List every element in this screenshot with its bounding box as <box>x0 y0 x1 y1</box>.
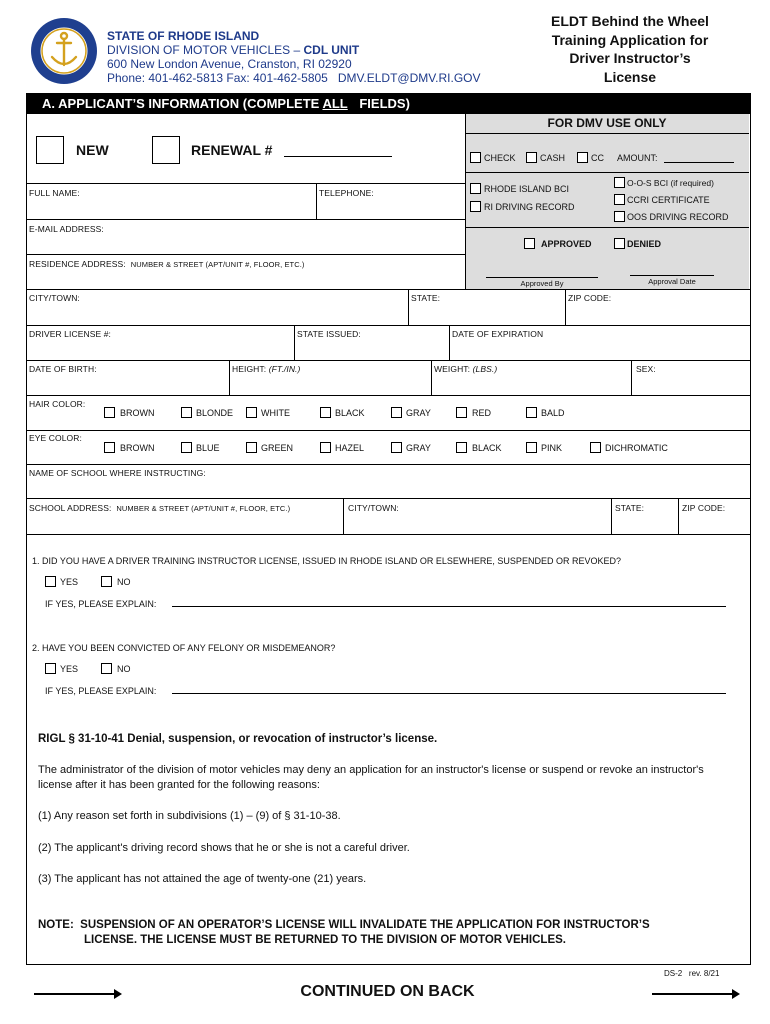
section-a-title-suffix: FIELDS) <box>355 96 410 111</box>
org-address: 600 New London Avenue, Cranston, RI 02920 <box>107 57 352 71</box>
header-org <box>107 29 481 85</box>
divider <box>26 289 750 290</box>
org-state: STATE OF RHODE ISLAND <box>107 29 260 43</box>
divider <box>611 498 612 534</box>
ri-driving-record-checkbox[interactable] <box>470 201 481 212</box>
divider <box>431 360 432 395</box>
amount-label: AMOUNT: <box>617 153 658 163</box>
school-address-hint: NUMBER & STREET (APT/UNIT #, FLOOR, ETC.) <box>116 504 291 513</box>
eye-black-checkbox[interactable] <box>456 442 467 453</box>
cc-payment-label: CC <box>591 153 604 163</box>
continued-on-back: CONTINUED ON BACK <box>300 983 475 1000</box>
divider <box>316 183 317 219</box>
telephone-label: TELEPHONE: <box>319 188 374 198</box>
divider <box>449 325 450 360</box>
divider <box>26 395 750 396</box>
org-division-name: DIVISION OF MOTOR VEHICLES – <box>107 43 304 57</box>
divider <box>26 430 750 431</box>
hair-blonde-checkbox[interactable] <box>181 407 192 418</box>
school-address-title: SCHOOL ADDRESS: <box>29 503 112 513</box>
ccri-certificate-label: CCRI CERTIFICATE <box>627 195 710 205</box>
section-a-header <box>26 93 751 114</box>
divider <box>26 464 750 465</box>
eye-brown-label: BROWN <box>120 443 155 453</box>
hair-black-checkbox[interactable] <box>320 407 331 418</box>
state-issued-label: STATE ISSUED: <box>297 329 361 339</box>
question-2-text: 2. HAVE YOU BEEN CONVICTED OF ANY FELONY OR MISDEMEANOR? <box>32 643 336 653</box>
new-label: NEW <box>76 142 109 158</box>
form-id <box>664 969 719 978</box>
org-phone: Phone: 401-462-5813 Fax: 401-462-5805 <box>107 71 328 85</box>
oos-driving-record-checkbox[interactable] <box>614 211 625 222</box>
eye-black-label: BLACK <box>472 443 502 453</box>
question-1-explain-line[interactable] <box>172 606 726 607</box>
question-2-no-checkbox[interactable] <box>101 663 112 674</box>
weight-unit: (LBS.) <box>472 364 498 374</box>
dmv-use-only-title: FOR DMV USE ONLY <box>547 116 667 130</box>
rigl-note <box>38 918 728 948</box>
note-label: NOTE: <box>38 919 74 931</box>
question-1-text: 1. DID YOU HAVE A DRIVER TRAINING INSTRUCTOR LICENSE, ISSUED IN RHODE ISLAND OR ELSEWHERE, SUSPENDED OR REVOKED? <box>32 556 621 566</box>
driver-license-label: DRIVER LICENSE #: <box>29 329 112 339</box>
school-address-label <box>29 503 290 513</box>
form-title <box>520 12 740 86</box>
divider <box>565 289 566 325</box>
rigl-reason-2: (2) The applicant's driving record shows that he or she is not a careful driver. <box>38 842 410 854</box>
ri-bci-checkbox[interactable] <box>470 183 481 194</box>
org-contact <box>107 71 481 85</box>
check-payment-label: CHECK <box>484 153 516 163</box>
form-title-line: Driver Instructor’s <box>569 50 691 66</box>
denied-label: DENIED <box>627 239 662 249</box>
check-payment-checkbox[interactable] <box>470 152 481 163</box>
approved-by-line[interactable] <box>486 277 598 278</box>
rigl-reason-3: (3) The applicant has not attained the age of twenty-one (21) years. <box>38 873 367 885</box>
hair-white-checkbox[interactable] <box>246 407 257 418</box>
height-unit: (FT./IN.) <box>268 364 301 374</box>
school-state-label: STATE: <box>615 503 645 513</box>
divider <box>26 183 465 184</box>
question-2-explain-label: IF YES, PLEASE EXPLAIN: <box>45 686 157 696</box>
section-a-title-all: ALL <box>322 96 348 111</box>
divider <box>26 254 465 255</box>
divider <box>408 289 409 325</box>
height-label <box>232 364 300 374</box>
note-line-1: SUSPENSION OF AN OPERATOR’S LICENSE WILL INVALIDATE THE APPLICATION FOR INSTRUCTOR’S <box>80 919 650 931</box>
eye-green-label: GREEN <box>261 443 294 453</box>
eye-blue-label: BLUE <box>196 443 220 453</box>
hair-bald-checkbox[interactable] <box>526 407 537 418</box>
org-email: DMV.ELDT@DMV.RI.GOV <box>337 71 481 85</box>
question-1-no-checkbox[interactable] <box>101 576 112 587</box>
amount-line[interactable] <box>664 162 734 163</box>
hair-white-label: WHITE <box>261 408 290 418</box>
approval-date-label: Approval Date <box>648 277 696 286</box>
section-a-title <box>26 96 410 111</box>
dob-label: DATE OF BIRTH: <box>29 364 97 374</box>
denied-checkbox[interactable] <box>614 238 625 249</box>
school-zip-label: ZIP CODE: <box>682 503 726 513</box>
divider <box>26 534 750 535</box>
divider <box>465 172 749 173</box>
eye-color-label: EYE COLOR: <box>29 433 82 443</box>
form-id-code: DS-2 <box>664 969 683 978</box>
residence-address-title: RESIDENCE ADDRESS: <box>29 259 126 269</box>
cash-payment-label: CASH <box>540 153 566 163</box>
residence-address-hint: NUMBER & STREET (APT/UNIT #, FLOOR, ETC.) <box>130 260 305 269</box>
divider <box>631 360 632 395</box>
cash-payment-checkbox[interactable] <box>526 152 537 163</box>
form-title-line: Training Application for <box>551 31 709 48</box>
divider <box>343 498 344 534</box>
approval-date-line[interactable] <box>630 275 714 276</box>
divider <box>229 360 230 395</box>
right-arrow-icon <box>652 993 738 995</box>
approved-by-label: Approved By <box>520 279 564 288</box>
divider <box>26 219 465 220</box>
full-name-label: FULL NAME: <box>29 188 80 198</box>
hair-brown-label: BROWN <box>120 408 155 418</box>
approved-label: APPROVED <box>541 239 592 249</box>
sex-label: SEX: <box>636 364 656 374</box>
renewal-number-line[interactable] <box>284 156 392 157</box>
oos-bci-checkbox[interactable] <box>614 177 625 188</box>
hair-brown-checkbox[interactable] <box>104 407 115 418</box>
renewal-label: RENEWAL # <box>191 142 273 158</box>
divider <box>26 360 750 361</box>
state-seal-icon <box>30 17 98 85</box>
divider <box>465 114 466 290</box>
form-title-line: License <box>603 68 657 85</box>
rigl-reason-1: (1) Any reason set forth in subdivisions (1) – (9) of § 31-10-38. <box>38 810 341 822</box>
eye-pink-label: PINK <box>541 443 563 453</box>
eye-blue-checkbox[interactable] <box>181 442 192 453</box>
eye-green-checkbox[interactable] <box>246 442 257 453</box>
hair-blonde-label: BLONDE <box>196 408 234 418</box>
hair-gray-label: GRAY <box>406 408 431 418</box>
city-label: CITY/TOWN: <box>29 293 80 303</box>
divider <box>26 498 750 499</box>
rigl-heading: RIGL § 31-10-41 Denial, suspension, or revocation of instructor’s license. <box>38 733 438 745</box>
divider <box>26 325 750 326</box>
cc-payment-checkbox[interactable] <box>577 152 588 163</box>
eye-dichromatic-label: DICHROMATIC <box>605 443 668 453</box>
hair-red-checkbox[interactable] <box>456 407 467 418</box>
weight-title: WEIGHT: <box>434 364 471 374</box>
rigl-intro: The administrator of the division of motor vehicles may deny an application for an instructor's license or suspend or revoke an instructor's license after it has been granted for the following reasons: <box>38 764 704 791</box>
question-1-yes-checkbox[interactable] <box>45 576 56 587</box>
weight-label <box>434 364 497 374</box>
height-title: HEIGHT: <box>232 364 267 374</box>
zip-label: ZIP CODE: <box>568 293 612 303</box>
approved-checkbox[interactable] <box>524 238 535 249</box>
renewal-checkbox[interactable] <box>152 136 180 164</box>
divider <box>678 498 679 534</box>
eye-gray-label: GRAY <box>406 443 431 453</box>
eye-hazel-checkbox[interactable] <box>320 442 331 453</box>
eye-pink-checkbox[interactable] <box>526 442 537 453</box>
hair-red-label: RED <box>472 408 492 418</box>
hair-color-label: HAIR COLOR: <box>29 399 86 409</box>
new-checkbox[interactable] <box>36 136 64 164</box>
org-unit: CDL UNIT <box>303 43 360 57</box>
eye-hazel-label: HAZEL <box>335 443 365 453</box>
eye-gray-checkbox[interactable] <box>391 442 402 453</box>
email-label: E-MAIL ADDRESS: <box>29 224 104 234</box>
question-1-yes-label: YES <box>60 577 79 587</box>
hair-bald-label: BALD <box>541 408 565 418</box>
divider <box>294 325 295 360</box>
divider <box>465 227 749 228</box>
form-revision: rev. 8/21 <box>688 969 720 978</box>
residence-address-label <box>29 259 305 269</box>
hair-black-label: BLACK <box>335 408 365 418</box>
question-2-yes-label: YES <box>60 664 79 674</box>
question-2-no-label: NO <box>117 664 131 674</box>
divider <box>465 133 749 134</box>
expiration-label: DATE OF EXPIRATION <box>452 329 544 339</box>
hair-gray-checkbox[interactable] <box>391 407 402 418</box>
eye-dichromatic-checkbox[interactable] <box>590 442 601 453</box>
state-label: STATE: <box>411 293 441 303</box>
question-2-yes-checkbox[interactable] <box>45 663 56 674</box>
question-1-no-label: NO <box>117 577 131 587</box>
question-1-explain-label: IF YES, PLEASE EXPLAIN: <box>45 599 157 609</box>
ri-bci-label: RHODE ISLAND BCI <box>484 184 570 194</box>
org-division <box>107 43 481 57</box>
form-title-line: ELDT Behind the Wheel <box>551 13 709 29</box>
note-line-2: LICENSE. THE LICENSE MUST BE RETURNED TO THE DIVISION OF MOTOR VEHICLES. <box>84 934 566 946</box>
school-name-label: NAME OF SCHOOL WHERE INSTRUCTING: <box>29 468 206 478</box>
right-arrow-icon <box>34 993 120 995</box>
school-city-label: CITY/TOWN: <box>348 503 399 513</box>
oos-driving-record-label: OOS DRIVING RECORD <box>627 212 729 222</box>
ri-driving-record-label: RI DRIVING RECORD <box>484 202 575 212</box>
eye-brown-checkbox[interactable] <box>104 442 115 453</box>
question-2-explain-line[interactable] <box>172 693 726 694</box>
oos-bci-label: O-O-S BCI (if required) <box>627 178 714 188</box>
ccri-certificate-checkbox[interactable] <box>614 194 625 205</box>
section-a-title-prefix: A. APPLICANT’S INFORMATION (COMPLETE <box>42 96 323 111</box>
